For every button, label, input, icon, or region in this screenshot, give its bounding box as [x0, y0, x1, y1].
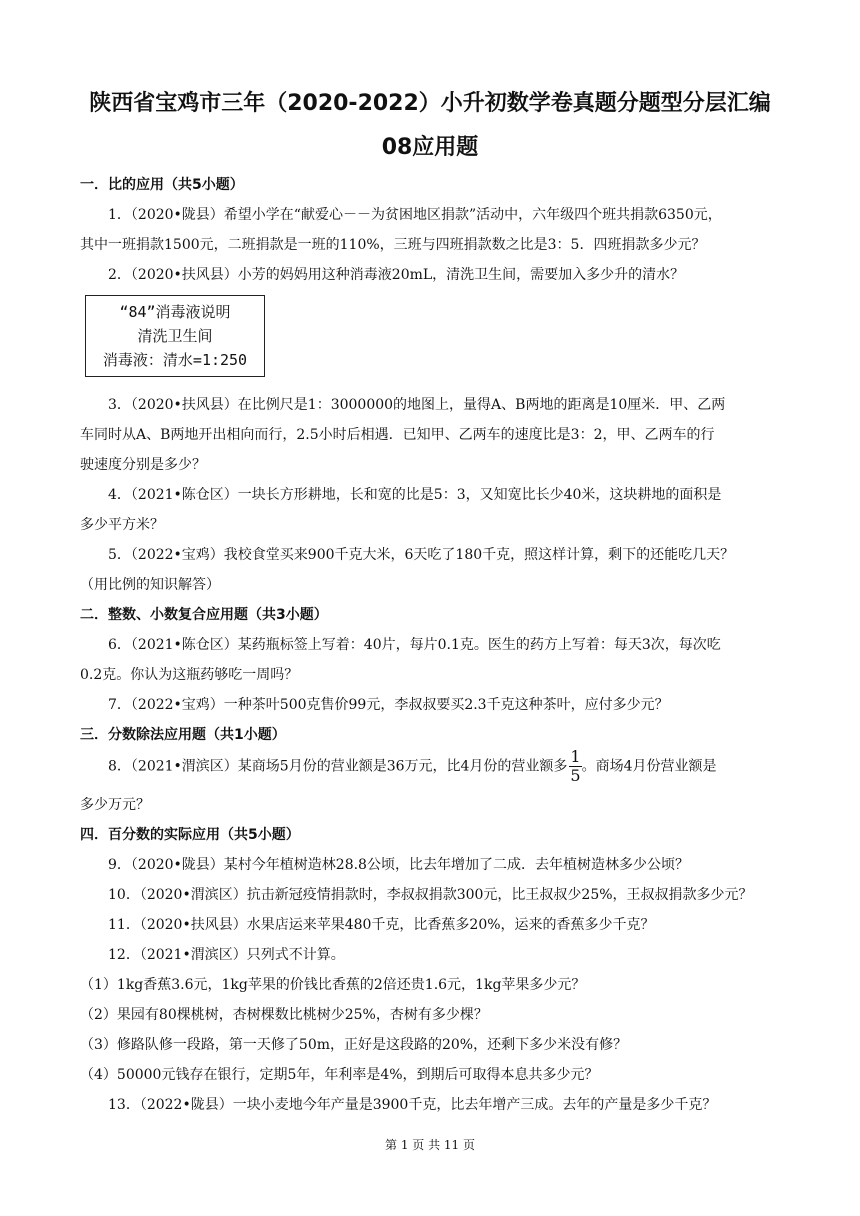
question-12: 12．（2021•渭滨区）只列式不计算。 — [108, 947, 345, 963]
question-12-part1: （1）1kg香蕉3.6元，1kg苹果的价钱比香蕉的2倍还贵1.6元，1kg苹果多少元？ — [80, 977, 586, 993]
fraction-one-fifth — [569, 748, 581, 785]
page-footer: 第 1 页 共 11 页 — [385, 1138, 475, 1152]
question-3-line2: 车同时从A、B两地开出相向而行，2.5小时后相遇．已知甲、乙两车的速度比是3：2，甲、乙两车的行 — [80, 427, 715, 443]
question-12-part4: （4）50000元钱存在银行，定期5年，年利率是4%，到期后可取得本息共多少元？ — [80, 1067, 599, 1083]
question-1-line1: 1．（2020•陇县）希望小学在“献爱心－－为贫困地区捐款”活动中，六年级四个班共捐款6350元， — [108, 207, 722, 223]
question-6-line2: 0.2克。你认为这瓶药够吃一周吗？ — [80, 667, 299, 683]
question-9: 9．（2020•陇县）某村今年植树造林28.8公顷，比去年增加了二成．去年植树造林多少公顷？ — [108, 857, 689, 873]
question-1-line2: 其中一班捐款1500元，二班捐款是一班的110%，三班与四班捐款数之比是3：5．四班捐款多少元？ — [80, 237, 706, 253]
question-8-text-b: 。商场4月份营业额是 — [581, 758, 717, 775]
question-5-line2: （用比例的知识解答） — [80, 577, 220, 593]
question-5-line1: 5．（2022•宝鸡）我校食堂买来900千克大米，6天吃了180千克，照这样计算，剩下的还能吃几天？ — [108, 547, 735, 563]
question-3-line3: 驶速度分别是多少？ — [80, 457, 206, 473]
question-8-line2: 多少万元？ — [80, 797, 150, 813]
question-3-line1: 3．（2020•扶风县）在比例尺是1：3000000的地图上，量得A、B两地的距离是10厘米．甲、乙两 — [108, 397, 726, 413]
question-2: 2．（2020•扶风县）小芳的妈妈用这种消毒液20mL，清洗卫生间，需要加入多少升的清水？ — [108, 267, 685, 283]
section-3-heading: 三．分数除法应用题（共1小题） — [80, 727, 286, 743]
question-7: 7．（2022•宝鸡）一种茶叶500克售价99元，李叔叔要买2.3千克这种茶叶，应付多少元？ — [108, 697, 669, 713]
doc-title-line2: 08应用题 — [381, 135, 479, 160]
disinfectant-notice-box — [85, 295, 265, 377]
doc-title-line1: 陕西省宝鸡市三年（2020-2022）小升初数学卷真题分题型分层汇编 — [89, 91, 771, 116]
section-4-heading: 四．百分数的实际应用（共5小题） — [80, 827, 300, 843]
section-2-heading: 二．整数、小数复合应用题（共3小题） — [80, 607, 328, 623]
notice-line1: “84”消毒液说明 — [119, 303, 231, 321]
fraction-denominator: 5 — [570, 766, 581, 785]
section-1-heading: 一．比的应用（共5小题） — [80, 177, 244, 193]
question-12-part3: （3）修路队修一段路，第一天修了50m，正好是这段路的20%，还剩下多少米没有修？ — [80, 1037, 628, 1053]
question-12-part2: （2）果园有80棵桃树，杏树棵数比桃树少25%，杏树有多少棵？ — [80, 1007, 488, 1023]
question-6-line1: 6．（2021•陈仓区）某药瓶标签上写着：40片，每片0.1克。医生的药方上写着：每天3次，每次吃 — [108, 637, 721, 653]
question-4-line2: 多少平方米？ — [80, 517, 164, 533]
notice-line2: 清洗卫生间 — [137, 327, 213, 345]
fraction-numerator: 1 — [570, 747, 581, 766]
question-11: 11．（2020•扶风县）水果店运来苹果480千克，比香蕉多20%，运来的香蕉多少千克？ — [108, 917, 655, 933]
question-13: 13．（2022•陇县）一块小麦地今年产量是3900千克，比去年增产三成。去年的产量是多少千克？ — [108, 1097, 717, 1113]
notice-line3: 消毒液：清水=1:250 — [102, 351, 248, 369]
question-8-line1 — [108, 748, 808, 785]
question-10: 10．（2020•渭滨区）抗击新冠疫情捐款时，李叔叔捐款300元，比王叔叔少25%，王叔叔捐款多少元？ — [108, 887, 753, 903]
question-4-line1: 4．（2021•陈仓区）一块长方形耕地，长和宽的比是5：3，又知宽比长少40米，这块耕地的面积是 — [108, 487, 722, 503]
question-8-text-a: 8．（2021•渭滨区）某商场5月份的营业额是36万元，比4月份的营业额多 — [108, 758, 568, 775]
